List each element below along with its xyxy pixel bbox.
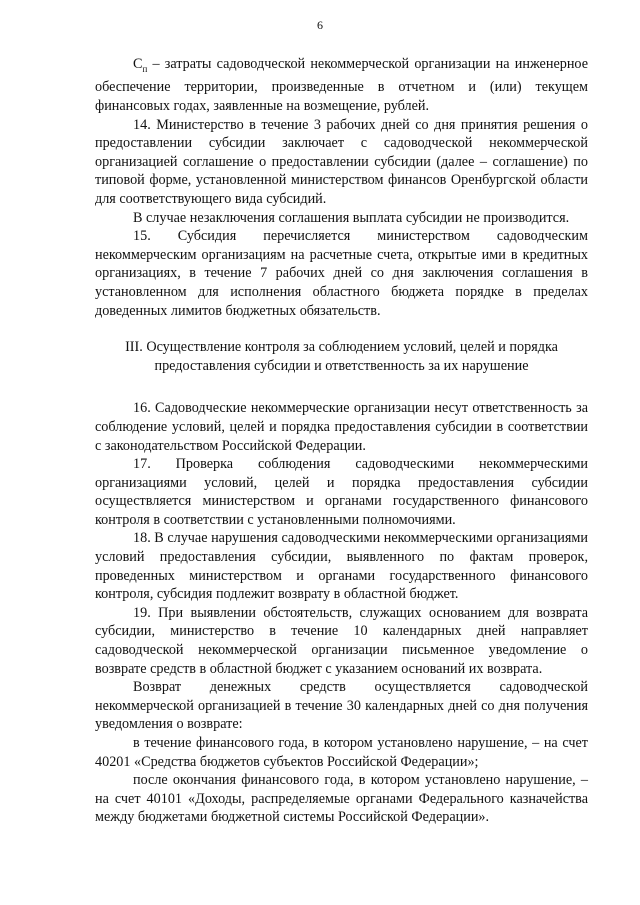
paragraph-account-40201: в течение финансового года, в котором установлено нарушение, – на счет 40201 «Средства бюджетов субъектов Российской Федерации»; [95,735,588,770]
paragraph-no-agreement: В случае незаключения соглашения выплата субсидии не производится. [133,209,570,226]
formula-definition-text: – затраты садоводческой некоммерческой организации на инженерное обеспечение территории, произведенные в отчетном и (или) текущем финансовых годах, заявленные на возмещение, рублей. [95,56,588,115]
paragraph-14: 14. Министерство в течение 3 рабочих дней со дня принятия решения о предоставлении субсидии заключает с садоводческой некоммерческой организацией соглашение о предоставлении субсидии (далее – соглашение) по типовой форме, установленной министерством финансов Оренбургской области для соответствующего вида субсидий. [95,116,588,207]
section-heading-line2: предоставления субсидии и ответственность за их нарушение [154,357,529,374]
paragraph-16: 16. Садоводческие некоммерческие организации несут ответственность за соблюдение условий, целей и порядка предоставления субсидии в соответствии с законодательством Российской Федерации. [95,400,588,454]
page-number: 6 [317,18,323,32]
paragraph-formula-definition [95,55,588,116]
section-heading [95,338,588,375]
formula-subscript: п [142,63,148,74]
paragraph-refund: Возврат денежных средств осуществляется садоводческой некоммерческой организацией в течение 30 календарных дней со дня получения уведомления о возврате: [95,679,588,733]
paragraph-18: 18. В случае нарушения садоводческими некоммерческими организациями условий предоставления субсидии, выявленного по фактам проверок, проведенных министерством и органами государственного финансового контроля, субсидия подлежит возврату в областной бюджет. [95,530,588,603]
paragraph-15: 15. Субсидия перечисляется министерством садоводческим некоммерческим организациям на расчетные счета, открытые ими в кредитных организациях, в течение 7 рабочих дней со дня заключения соглашения в установленном для исполнения областного бюджета порядке в пределах доведенных лимитов бюджетных обязательств. [95,228,588,319]
document-body [95,55,588,827]
paragraph-19: 19. При выявлении обстоятельств, служащих основанием для возврата субсидии, министерство в течение 10 календарных дней направляет садоводческой некоммерческой организации письменное уведомление о возврате средств в областной бюджет с указанием оснований их возврата. [95,604,588,677]
formula-symbol: С [133,56,143,72]
section-heading-line1: III. Осуществление контроля за соблюдением условий, целей и порядка [125,339,558,356]
paragraph-17: 17. Проверка соблюдения садоводческими некоммерческими организациями условий, целей и порядка предоставления субсидии осуществляется министерством и органами государственного финансового контроля в соответствии с установленными полномочиями. [95,456,588,528]
paragraph-account-40101: после окончания финансового года, в котором установлено нарушение, – на счет 40101 «Доходы, распределяемые органами Федерального казначейства между бюджетами бюджетной системы Российской Федерации». [95,772,588,826]
